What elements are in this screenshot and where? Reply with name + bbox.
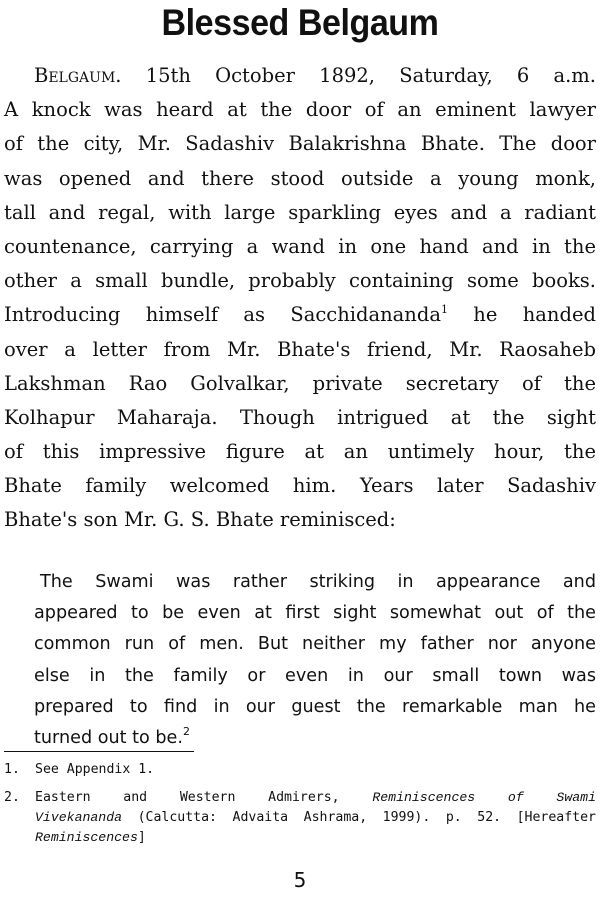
footnote-number: 1. — [4, 762, 20, 777]
paragraph-line: other a small bundle, probably containing some books. — [4, 269, 596, 293]
footnote-divider — [4, 751, 194, 752]
footnote-line — [35, 788, 596, 808]
footnote-author: Eastern and Western Admirers, — [35, 790, 373, 805]
footnote-line — [35, 828, 596, 848]
paragraph-line: Bhate family welcomed him. Years later Sadashiv — [4, 474, 596, 498]
chapter-title: Blessed Belgaum — [161, 2, 439, 43]
line-text: he handed — [447, 303, 596, 327]
footnote-ref-1: 1 — [440, 303, 448, 317]
footnote-short-title: Reminiscences — [35, 830, 138, 845]
line-text: Introducing himself as Sacchidananda — [4, 303, 441, 327]
footnote-number: 2. — [4, 790, 20, 805]
quote-line: appeared to be even at first sight somewhat out of the — [34, 603, 596, 624]
paragraph-line: over a letter from Mr. Bhate's friend, Mr. Raosaheb — [4, 337, 596, 361]
quote-line — [34, 723, 596, 754]
quote-line: The Swami was rather striking in appearance and — [40, 572, 596, 592]
quote-line: else in the family or even in our small town was — [34, 665, 596, 686]
body-paragraph — [4, 59, 596, 538]
block-quote — [34, 567, 596, 754]
dateline-date: 15th October 1892, Saturday, 6 a.m. — [121, 64, 596, 87]
footnote-text: See Appendix 1. — [35, 762, 155, 777]
paragraph-line: was opened and there stood outside a young monk, — [4, 166, 596, 190]
quote-line: common run of men. But neither my father nor anyone — [34, 634, 596, 655]
footnote-book-title: Reminiscences of Swami — [372, 790, 596, 805]
footnotes — [4, 760, 596, 856]
footnote-line — [35, 808, 596, 828]
paragraph-line: countenance, carrying a wand in one hand and in the — [4, 234, 596, 258]
footnote-1 — [4, 760, 596, 780]
line-text: turned out to be. — [34, 727, 183, 748]
dateline-place: Belgaum. — [34, 64, 122, 87]
paragraph-line: of the city, Mr. Sadashiv Balakrishna Bhate. The door — [4, 132, 596, 156]
paragraph-line: tall and regal, with large sparkling eyes and a radiant — [4, 200, 596, 224]
footnote-2 — [4, 788, 596, 848]
page-number: 5 — [293, 868, 307, 892]
footnote-bracket: ] — [137, 830, 146, 845]
footnote-book-title: Vivekananda — [35, 810, 123, 825]
paragraph-line — [4, 298, 596, 332]
paragraph-line — [4, 59, 596, 93]
footnote-ref-2: 2 — [182, 724, 190, 738]
paragraph-line: A knock was heard at the door of an eminent lawyer — [4, 98, 596, 122]
footnote-publication: (Calcutta: Advaita Ashrama, 1999). p. 52. [Hereafter — [122, 810, 596, 825]
paragraph-line: Bhate's son Mr. G. S. Bhate reminisced: — [4, 508, 396, 532]
paragraph-line: of this impressive figure at an untimely hour, the — [4, 440, 596, 464]
paragraph-line: Kolhapur Maharaja. Though intrigued at the sight — [4, 405, 596, 429]
quote-line: prepared to find in our guest the remarkable man he — [34, 696, 596, 717]
paragraph-line: Lakshman Rao Golvalkar, private secretary of the — [4, 371, 596, 395]
